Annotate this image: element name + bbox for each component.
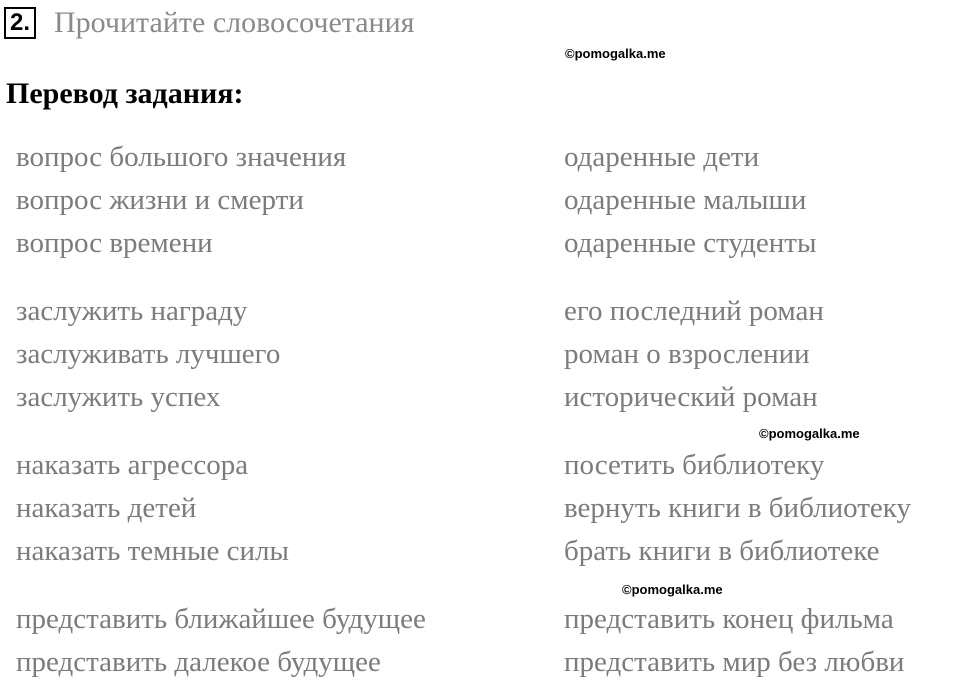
watermark: ©pomogalka.me <box>622 582 723 597</box>
phrase-left: представить далекое будущее <box>16 646 381 678</box>
phrase-left: заслуживать лучшего <box>16 338 281 370</box>
task-header <box>4 6 414 40</box>
phrase-row <box>0 530 960 573</box>
phrase-row <box>0 136 960 179</box>
phrase-right: представить мир без любви <box>564 646 905 678</box>
phrase-row <box>0 179 960 222</box>
phrase-right: вернуть книги в библиотеку <box>564 492 911 524</box>
watermark: ©pomogalka.me <box>759 426 860 441</box>
phrase-group-2 <box>0 290 960 419</box>
watermark: ©pomogalka.me <box>565 46 666 61</box>
phrase-row <box>0 444 960 487</box>
phrase-row <box>0 376 960 419</box>
phrase-left: наказать агрессора <box>16 449 249 481</box>
phrase-right: исторический роман <box>564 381 818 413</box>
phrase-group-4 <box>0 598 960 684</box>
phrase-right: роман о взрослении <box>564 338 810 370</box>
phrase-row <box>0 290 960 333</box>
phrase-right: одаренные студенты <box>564 227 817 259</box>
phrase-left: вопрос времени <box>16 227 213 259</box>
phrase-left: вопрос большого значения <box>16 141 347 173</box>
phrase-row <box>0 641 960 684</box>
phrase-left: наказать темные силы <box>16 535 290 567</box>
phrase-left: вопрос жизни и смерти <box>16 184 304 216</box>
phrase-left: представить ближайшее будущее <box>16 603 426 635</box>
phrase-left: заслужить награду <box>16 295 248 327</box>
task-title: Прочитайте словосочетания <box>54 6 415 39</box>
phrase-left: заслужить успех <box>16 381 221 413</box>
phrase-row <box>0 487 960 530</box>
phrase-right: его последний роман <box>564 295 824 327</box>
phrase-left: наказать детей <box>16 492 197 524</box>
phrase-group-3 <box>0 444 960 573</box>
phrase-right: брать книги в библиотеке <box>564 535 880 567</box>
phrase-row <box>0 598 960 641</box>
task-number: 2. <box>4 7 36 39</box>
phrase-row <box>0 333 960 376</box>
phrase-right: представить конец фильма <box>564 603 894 635</box>
phrase-right: посетить библиотеку <box>564 449 825 481</box>
phrase-right: одаренные малыши <box>564 184 807 216</box>
translation-heading: Перевод задания: <box>6 77 244 110</box>
phrase-group-1 <box>0 136 960 265</box>
phrase-right: одаренные дети <box>564 141 760 173</box>
phrase-row <box>0 222 960 265</box>
